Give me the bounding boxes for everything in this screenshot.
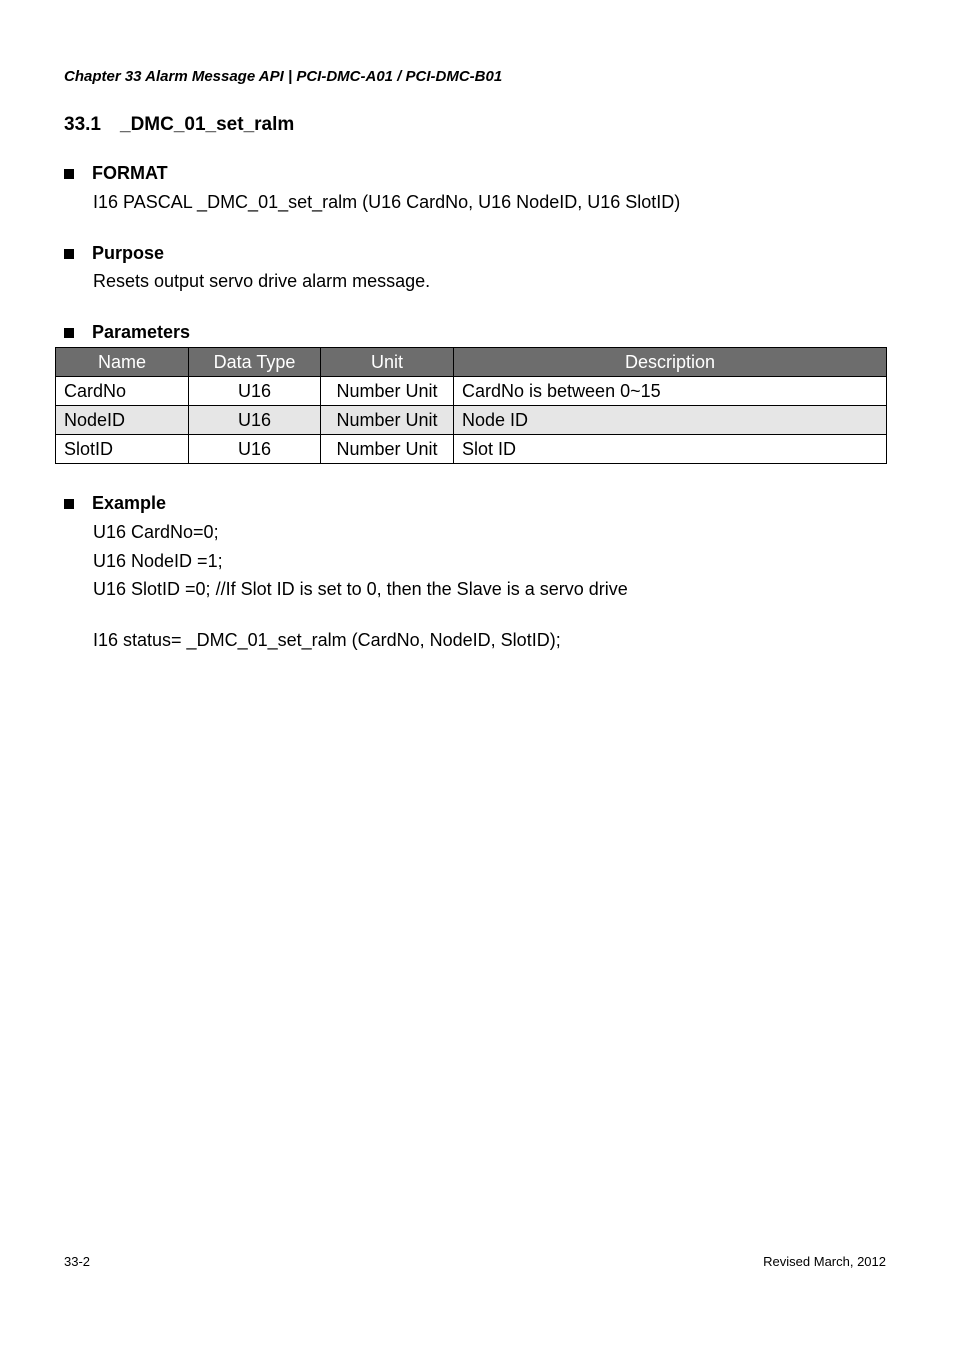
square-bullet-icon [64, 499, 74, 509]
param-unit: Number Unit [321, 377, 454, 406]
param-unit: Number Unit [321, 406, 454, 435]
table-row [56, 377, 887, 406]
square-bullet-icon [64, 328, 74, 338]
param-data-type: U16 [189, 406, 321, 435]
example-code-line: U16 SlotID =0; //If Slot ID is set to 0, then the Slave is a servo drive [93, 579, 628, 599]
running-header: Chapter 33 Alarm Message API | PCI-DMC-A01 / PCI-DMC-B01 [64, 68, 503, 85]
param-description: CardNo is between 0~15 [454, 377, 887, 406]
parameters-heading [64, 322, 190, 343]
column-header-name: Name [56, 348, 189, 377]
page-number: 33-2 [64, 1254, 91, 1269]
section-number: 33.1 [64, 114, 101, 135]
revision-note: Revised March, 2012 [763, 1254, 886, 1269]
table-row [56, 435, 887, 464]
purpose-heading [64, 243, 164, 264]
column-header-unit: Unit [321, 348, 454, 377]
section-name: _DMC_01_set_ralm [120, 114, 295, 135]
column-header-data-type: Data Type [189, 348, 321, 377]
section-title [64, 114, 294, 136]
table-header-row [56, 348, 887, 377]
parameters-heading-label: Parameters [92, 322, 191, 342]
example-heading-label: Example [92, 493, 167, 513]
example-code-line: I16 status= _DMC_01_set_ralm (CardNo, NodeID, SlotID); [93, 630, 561, 650]
param-name: NodeID [56, 406, 189, 435]
purpose-text: Resets output servo drive alarm message. [93, 271, 431, 291]
format-signature: I16 PASCAL _DMC_01_set_ralm (U16 CardNo, U16 NodeID, U16 SlotID) [93, 192, 681, 212]
square-bullet-icon [64, 169, 74, 179]
param-description: Slot ID [454, 435, 887, 464]
param-data-type: U16 [189, 377, 321, 406]
purpose-heading-label: Purpose [92, 243, 165, 263]
format-heading [64, 163, 168, 184]
example-code-line: U16 CardNo=0; [93, 522, 219, 542]
param-name: CardNo [56, 377, 189, 406]
table-row [56, 406, 887, 435]
example-heading [64, 493, 166, 514]
square-bullet-icon [64, 249, 74, 259]
param-data-type: U16 [189, 435, 321, 464]
format-heading-label: FORMAT [92, 163, 168, 183]
param-name: SlotID [56, 435, 189, 464]
param-unit: Number Unit [321, 435, 454, 464]
column-header-description: Description [454, 348, 887, 377]
parameters-table [55, 347, 887, 464]
param-description: Node ID [454, 406, 887, 435]
example-code-line: U16 NodeID =1; [93, 551, 223, 571]
